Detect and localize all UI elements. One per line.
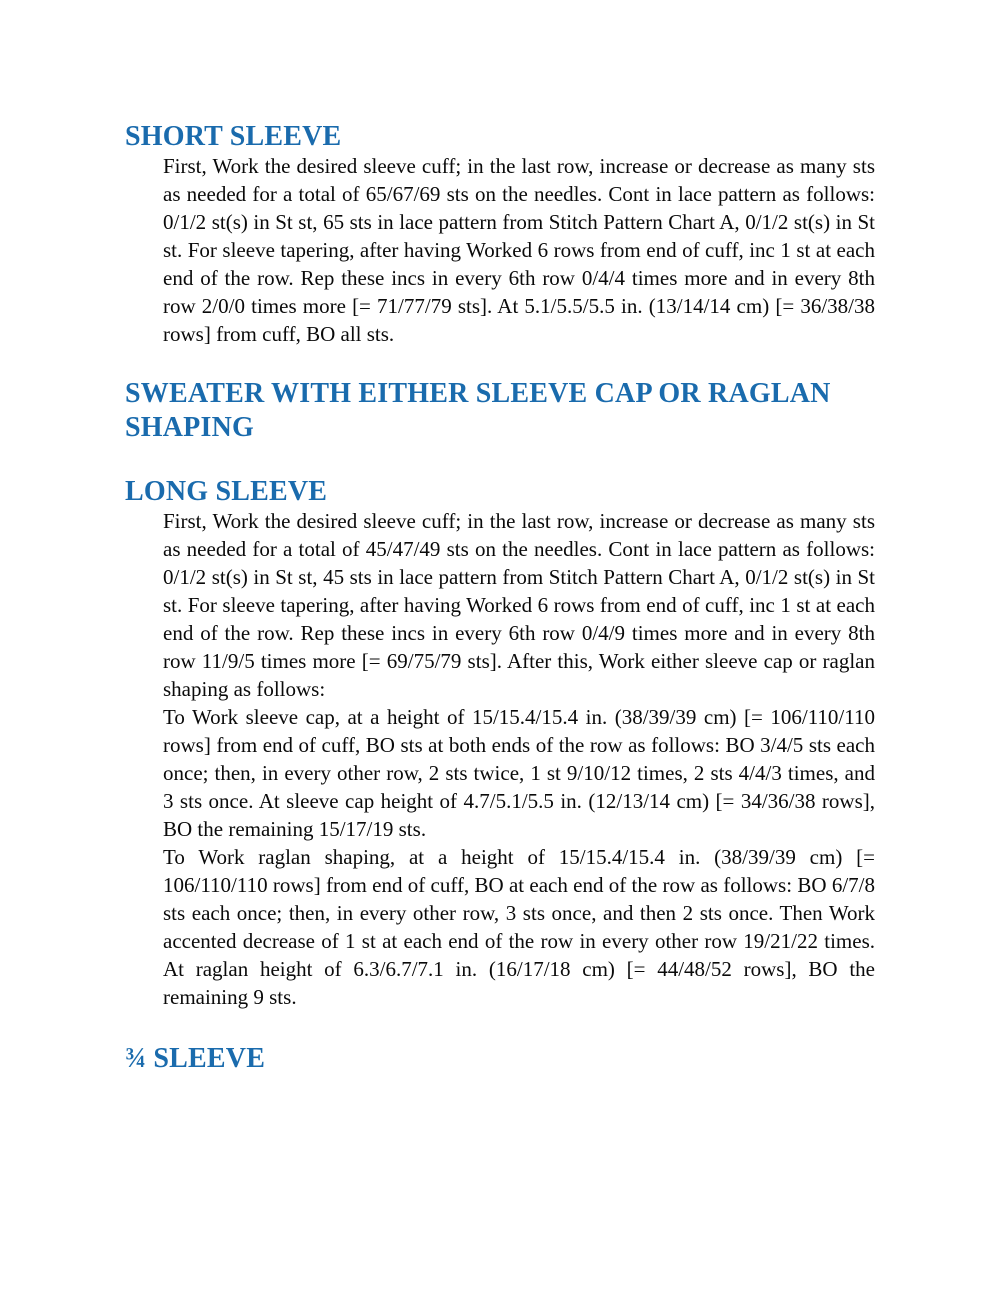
heading-short-sleeve: SHORT SLEEVE: [125, 121, 342, 152]
heading-three-quarter-sleeve: ¾ SLEEVE: [125, 1043, 266, 1074]
paragraph-long-sleeve-instructions: First, Work the desired sleeve cuff; in the last row, increase or decrease as many sts as needed for a total of 45/47/49 sts on the needles. Cont in lace pattern as follows: 0/1/2 st(s) in St st, 45 sts in lace pattern from Stitch Pattern Chart A, 0/1/2 st(s) in St st. For sleeve tapering, after having Worked 6 rows from end of cuff, inc 1 st at each end of the row. Rep these incs in every 6th row 0/4/9 times more and in every 8th row 11/9/5 times more [= 69/75/79 sts]. After this, Work either sleeve cap or raglan shaping as follows:: [163, 509, 875, 701]
heading-long-sleeve: LONG SLEEVE: [125, 476, 328, 507]
heading-sweater-sleeve-cap-or-raglan: SWEATER WITH EITHER SLEEVE CAP OR RAGLAN SHAPING: [125, 378, 831, 443]
paragraph-sleeve-cap-shaping: To Work sleeve cap, at a height of 15/15.4/15.4 in. (38/39/39 cm) [= 106/110/110 rows] from end of cuff, BO sts at both ends of the row as follows: BO 3/4/5 sts each once; then, in every other row, 2 sts twice, 1 st 9/10/12 times, 2 sts 4/4/3 times, and 3 sts once. At sleeve cap height of 4.7/5.1/5.5 in. (12/13/14 cm) [= 34/36/38 rows], BO the remaining 15/17/19 sts.: [163, 705, 875, 841]
paragraph-raglan-shaping: To Work raglan shaping, at a height of 15/15.4/15.4 in. (38/39/39 cm) [= 106/110/110 rows] from end of cuff, BO at each end of the row as follows: BO 6/7/8 sts each once; then, in every other row, 3 sts once, and then 2 sts once. Then Work accented decrease of 1 st at each end of the row in every other row 19/21/22 times. At raglan height of 6.3/6.7/7.1 in. (16/17/18 cm) [= 44/48/52 rows], BO the remaining 9 sts.: [163, 845, 875, 1009]
paragraph-short-sleeve-instructions: First, Work the desired sleeve cuff; in the last row, increase or decrease as many sts as needed for a total of 65/67/69 sts on the needles. Cont in lace pattern as follows: 0/1/2 st(s) in St st, 65 sts in lace pattern from Stitch Pattern Chart A, 0/1/2 st(s) in St st. For sleeve tapering, after having Worked 6 rows from end of cuff, inc 1 st at each end of the row. Rep these incs in every 6th row 0/4/4 times more and in every 8th row 2/0/0 times more [= 71/77/79 sts]. At 5.1/5.5/5.5 in. (13/14/14 cm) [= 36/38/38 rows] from cuff, BO all sts.: [163, 154, 875, 346]
